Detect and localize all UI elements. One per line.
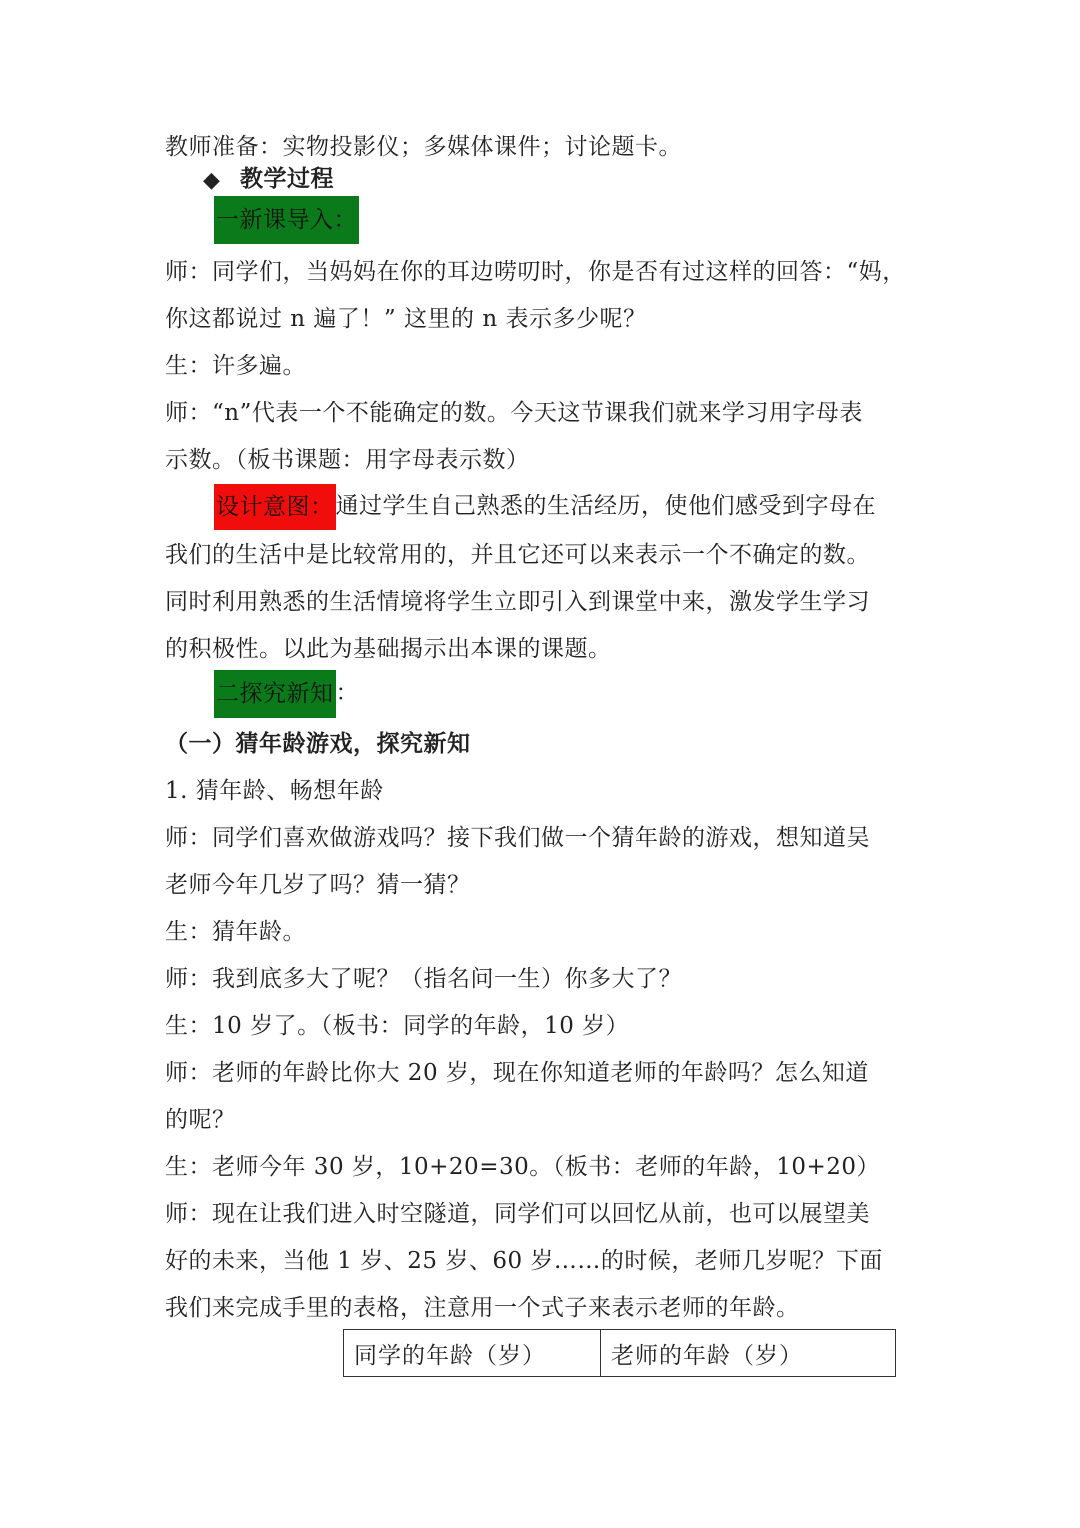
paragraph-line: 生：老师今年 30 岁，10+20=30。（板书：老师的年龄，10+20） (165, 1154, 881, 1180)
paragraph-line: 好的未来，当他 1 岁、25 岁、60 岁……的时候，老师几岁呢？下面 (165, 1248, 883, 1274)
paragraph-line: 1. 猜年龄、畅想年龄 (165, 778, 384, 804)
red-highlight-label: 设计意图： (214, 484, 336, 530)
paragraph-line: 示数。（板书课题：用字母表示数） (165, 447, 530, 473)
section-heading-teaching-process: 教学过程 (240, 165, 334, 192)
section-explore-heading: 二探究新知： (214, 670, 974, 718)
paragraph-line: 师：我到底多大了呢？（指名问一生）你多大了？ (165, 966, 682, 992)
green-highlight-label: 二探究新知 (214, 670, 336, 718)
age-table (343, 1329, 896, 1377)
green-highlight-label: 一新课导入： (214, 196, 359, 244)
paragraph-line: 师：“n”代表一个不能确定的数。今天这节课我们就来学习用字母表 (165, 400, 863, 426)
teacher-prep-line: 教师准备：实物投影仪；多媒体课件；讨论题卡。 (165, 134, 682, 160)
diamond-bullet-icon: ◆ (203, 168, 220, 193)
paragraph-line: 生：猜年龄。 (165, 919, 306, 945)
paragraph-line: 你这都说过 n 遍了！” 这里的 n 表示多少呢？ (165, 306, 647, 332)
table-header-teacher-age: 老师的年龄（岁） (601, 1330, 896, 1377)
paragraph-line: 的呢？ (165, 1107, 236, 1133)
design-intent-line (214, 484, 974, 530)
paragraph-line: 师：老师的年龄比你大 20 岁，现在你知道老师的年龄吗？怎么知道 (165, 1060, 869, 1086)
design-intent-text: 通过学生自己熟悉的生活经历，使他们感受到字母在 (335, 493, 876, 519)
section-intro-heading (214, 196, 974, 244)
paragraph-line: 我们来完成手里的表格，注意用一个式子来表示老师的年龄。 (165, 1295, 800, 1321)
paragraph-line: 生：许多遍。 (165, 353, 306, 379)
table-row (344, 1330, 896, 1377)
paragraph-line: 师：同学们喜欢做游戏吗？接下我们做一个猜年龄的游戏，想知道吴 (165, 825, 870, 851)
paragraph-line: 生：10 岁了。（板书：同学的年龄，10 岁） (165, 1013, 630, 1039)
subsection-heading: （一）猜年龄游戏，探究新知 (165, 730, 471, 757)
paragraph-line: 师：现在让我们进入时空隧道，同学们可以回忆从前，也可以展望美 (165, 1201, 870, 1227)
paragraph-line: 师：同学们，当妈妈在你的耳边唠叨时，你是否有过这样的回答：“妈， (165, 259, 906, 285)
table-header-student-age: 同学的年龄（岁） (344, 1330, 601, 1377)
paragraph-line: 我们的生活中是比较常用的，并且它还可以来表示一个不确定的数。 (165, 542, 870, 568)
paragraph-line: 老师今年几岁了吗？猜一猜？ (165, 872, 471, 898)
paragraph-line: 的积极性。以此为基础揭示出本课的课题。 (165, 636, 612, 662)
paragraph-line: 同时利用熟悉的生活情境将学生立即引入到课堂中来，激发学生学习 (165, 589, 870, 615)
